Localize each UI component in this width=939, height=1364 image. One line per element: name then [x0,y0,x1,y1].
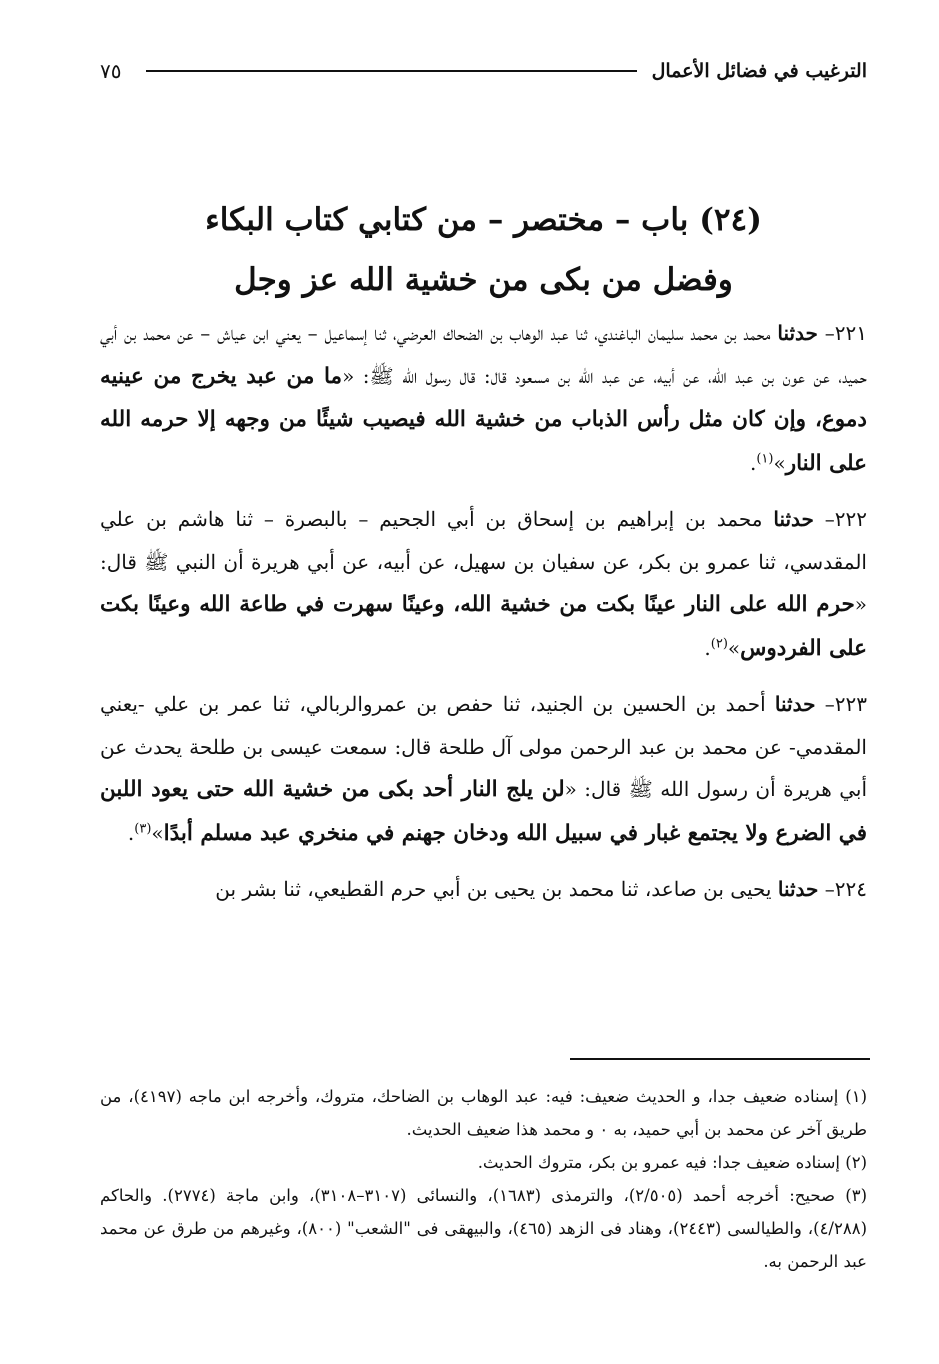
hadith-224 [100,868,867,911]
hadith-number: ٢٢٢– [824,507,868,531]
footnote-ref[interactable]: (١) [756,450,774,466]
footnotes [100,1080,867,1278]
quote-close: » [727,635,741,660]
hadith-number: ٢٢٤– [824,877,867,901]
footnote-ref[interactable]: (٣) [134,820,152,836]
running-header [100,56,867,88]
hadith-number: ٢٢٣– [824,692,868,716]
header-rule [146,70,637,72]
hadith-221 [100,312,867,485]
hadith-end: . [127,820,135,845]
page-number: ٧٥ [100,59,122,83]
hadith-lead: حدثنا [773,507,814,531]
hadith-end: . [749,450,757,475]
hadith-lead: حدثنا [774,692,816,716]
hadith-isnad: محمد بن محمد سليمان الباغندي، ثنا عبد الوهاب بن الضحاك العرضي، ثنا إسماعيل – يعني ابن عياش – عن محمد بن أبي حميد، عن عون بن عبد الله، عن أبيه، عن عبد الله بن مسعود قال: قال رسول الله ﷺ: « [100,321,867,388]
quote-close: » [773,450,786,475]
hadith-223 [100,683,867,855]
hadith-lead: حدثنا [777,321,818,345]
chapter-heading [100,190,867,310]
hadith-matn: ما من عبد يخرج من عينيه دموع، وإن كان مثل رأس الذباب من خشية الله فيصيب شيئًا من وجهه إلا حرمه الله على النار [100,363,867,476]
hadith-lead: حدثنا [777,877,819,901]
running-title: الترغيب في فضائل الأعمال [651,60,867,82]
chapter-title-line-1: (٢٤) باب – مختصر – من كتابي كتاب البكاء [205,202,762,238]
hadith-number: ٢٢١– [824,321,867,345]
quote-close: » [151,820,164,845]
footnote-2: (٢) إسناده ضعيف جدا: فيه عمرو بن بكر، متروك الحديث. [477,1153,867,1172]
chapter-title-line-2: وفضل من بكى من خشية الله عز وجل [234,262,733,298]
body-text [100,312,867,924]
footnote-rule [570,1058,870,1060]
footnote-ref[interactable]: (٢) [710,635,728,651]
hadith-isnad: محمد بن إبراهيم بن إسحاق بن أبي الجحيم – بالبصرة – ثنا هاشم بن علي المقدسي، ثنا عمرو بن بكر، عن سفيان بن سهيل، عن أبيه، عن أبي هريرة أن النبي ﷺ قال: « [100,507,867,616]
hadith-222 [100,498,867,670]
hadith-end: . [704,635,711,660]
hadith-matn: لن يلج النار أحد بكى من خشية الله حتى يعود اللبن في الضرع ولا يجتمع غبار في سبيل الله ودخان جهنم في منخري عبد مسلم أبدًا [100,777,867,846]
hadith-isnad: يحيى بن صاعد، ثنا محمد بن يحيى بن أبي حرم القطيعي، ثنا بشر بن [215,877,772,901]
hadith-isnad: أحمد بن الحسين بن الجنيد، ثنا حفص بن عمروالربالي، ثنا عمر بن علي -يعني المقدمي- عن محمد بن عبد الرحمن مولى آل طلحة قال: سمعت عيسى بن طلحة يحدث عن أبي هريرة أن رسول الله ﷺ قال: « [100,692,867,801]
footnote-3: (٣) صحيح: أخرجه أحمد (٢/٥٠٥)، والترمذى (١٦٨٣)، والنسائى (٣١٠٧–٣١٠٨)، وابن ماجة (٢٧٧٤). والحاكم (٤/٢٨٨)، والطيالسى (٢٤٤٣)، وهناد فى الزهد (٤٦٥)، والبيهقى فى "الشعب" (٨٠٠)، وغيرهم من طرق عن محمد عبد الرحمن به. [100,1186,868,1271]
hadith-matn: حرم الله على النار عينًا بكت من خشية الله، وعينًا سهرت في طاعة الله وعينًا بكت على الفردوس [100,592,867,661]
footnote-1: (١) إسناده ضعيف جدا، و الحديث ضعيف: فيه: عبد الوهاب بن الضاحك، متروك، وأخرجه ابن ماجه (٤١٩٧)، من طريق آخر عن محمد بن أبي حميد، به ٠ و محمد هذا ضعيف الحديث. [100,1087,868,1139]
